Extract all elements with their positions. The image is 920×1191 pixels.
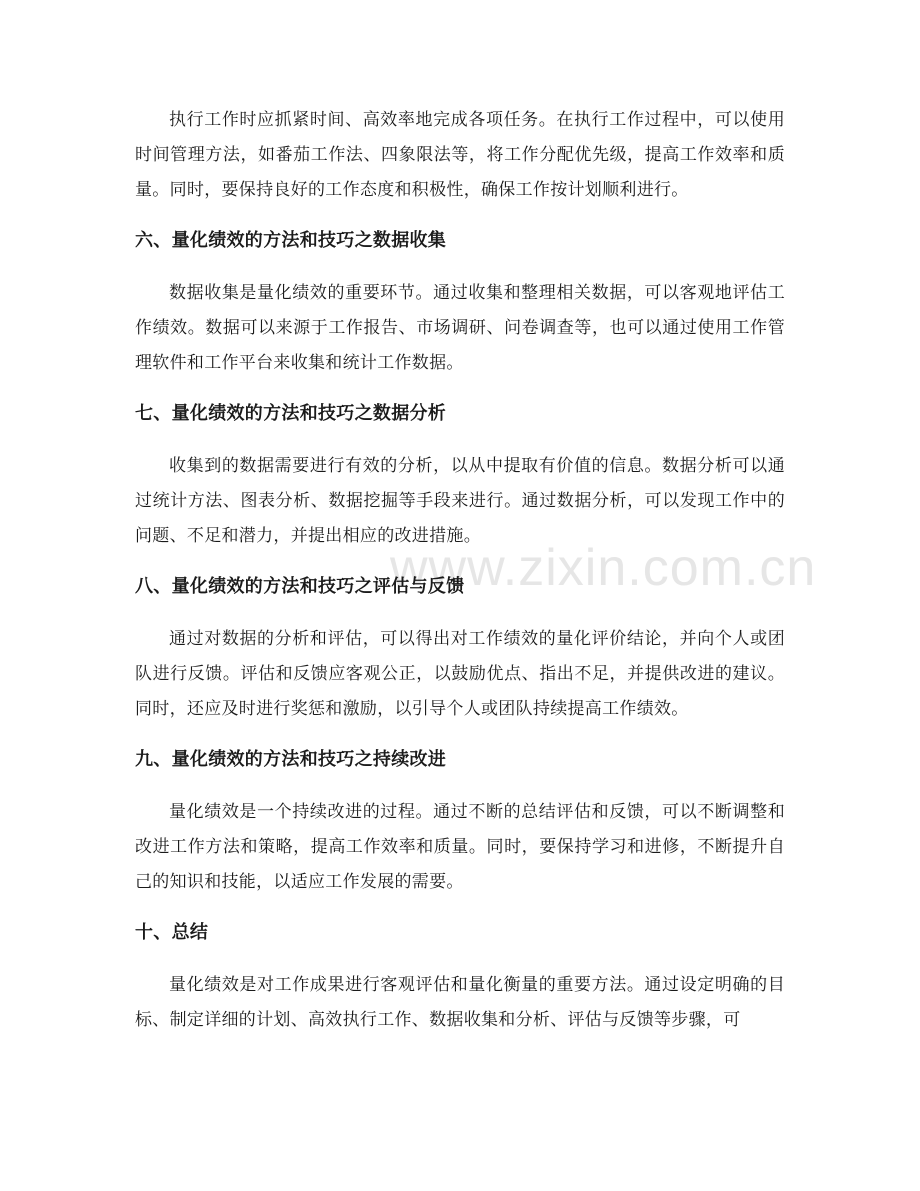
section-heading-10: 十、总结 <box>135 922 209 943</box>
paragraph-summary: 量化绩效是对工作成果进行客观评估和量化衡量的重要方法。通过设定明确的目标、制定详细的计划、高效执行工作、数据收集和分析、评估与反馈等步骤，可 <box>135 975 785 1030</box>
section-heading-6: 六、量化绩效的方法和技巧之数据收集 <box>135 230 447 251</box>
paragraph-data-analysis: 收集到的数据需要进行有效的分析，以从中提取有价值的信息。数据分析可以通过统计方法、图表分析、数据挖掘等手段来进行。通过数据分析，可以发现工作中的问题、不足和潜力，并提出相应的改进措施。 <box>135 456 785 546</box>
paragraph-data-collection: 数据收集是量化绩效的重要环节。通过收集和整理相关数据，可以客观地评估工作绩效。数据可以来源于工作报告、市场调研、问卷调查等，也可以通过使用工作管理软件和工作平台来收集和统计工作数据。 <box>135 283 785 373</box>
watermark: www.zixin.com.cn <box>390 539 817 597</box>
section-heading-8: 八、量化绩效的方法和技巧之评估与反馈 <box>135 576 465 597</box>
paragraph-evaluation-feedback: 通过对数据的分析和评估，可以得出对工作绩效的量化评价结论，并向个人或团队进行反馈。评估和反馈应客观公正，以鼓励优点、指出不足，并提供改进的建议。同时，还应及时进行奖惩和激励，以引导个人或团队持续提高工作绩效。 <box>135 629 785 719</box>
document-body <box>135 103 785 1038</box>
section-heading-9: 九、量化绩效的方法和技巧之持续改进 <box>135 749 447 770</box>
paragraph-continuous-improvement: 量化绩效是一个持续改进的过程。通过不断的总结评估和反馈，可以不断调整和改进工作方法和策略，提高工作效率和质量。同时，要保持学习和进修，不断提升自己的知识和技能，以适应工作发展的需要。 <box>135 802 785 892</box>
section-heading-7: 七、量化绩效的方法和技巧之数据分析 <box>135 403 447 424</box>
paragraph-execution: 执行工作时应抓紧时间、高效率地完成各项任务。在执行工作过程中，可以使用时间管理方法，如番茄工作法、四象限法等，将工作分配优先级，提高工作效率和质量。同时，要保持良好的工作态度和积极性，确保工作按计划顺利进行。 <box>135 110 785 200</box>
